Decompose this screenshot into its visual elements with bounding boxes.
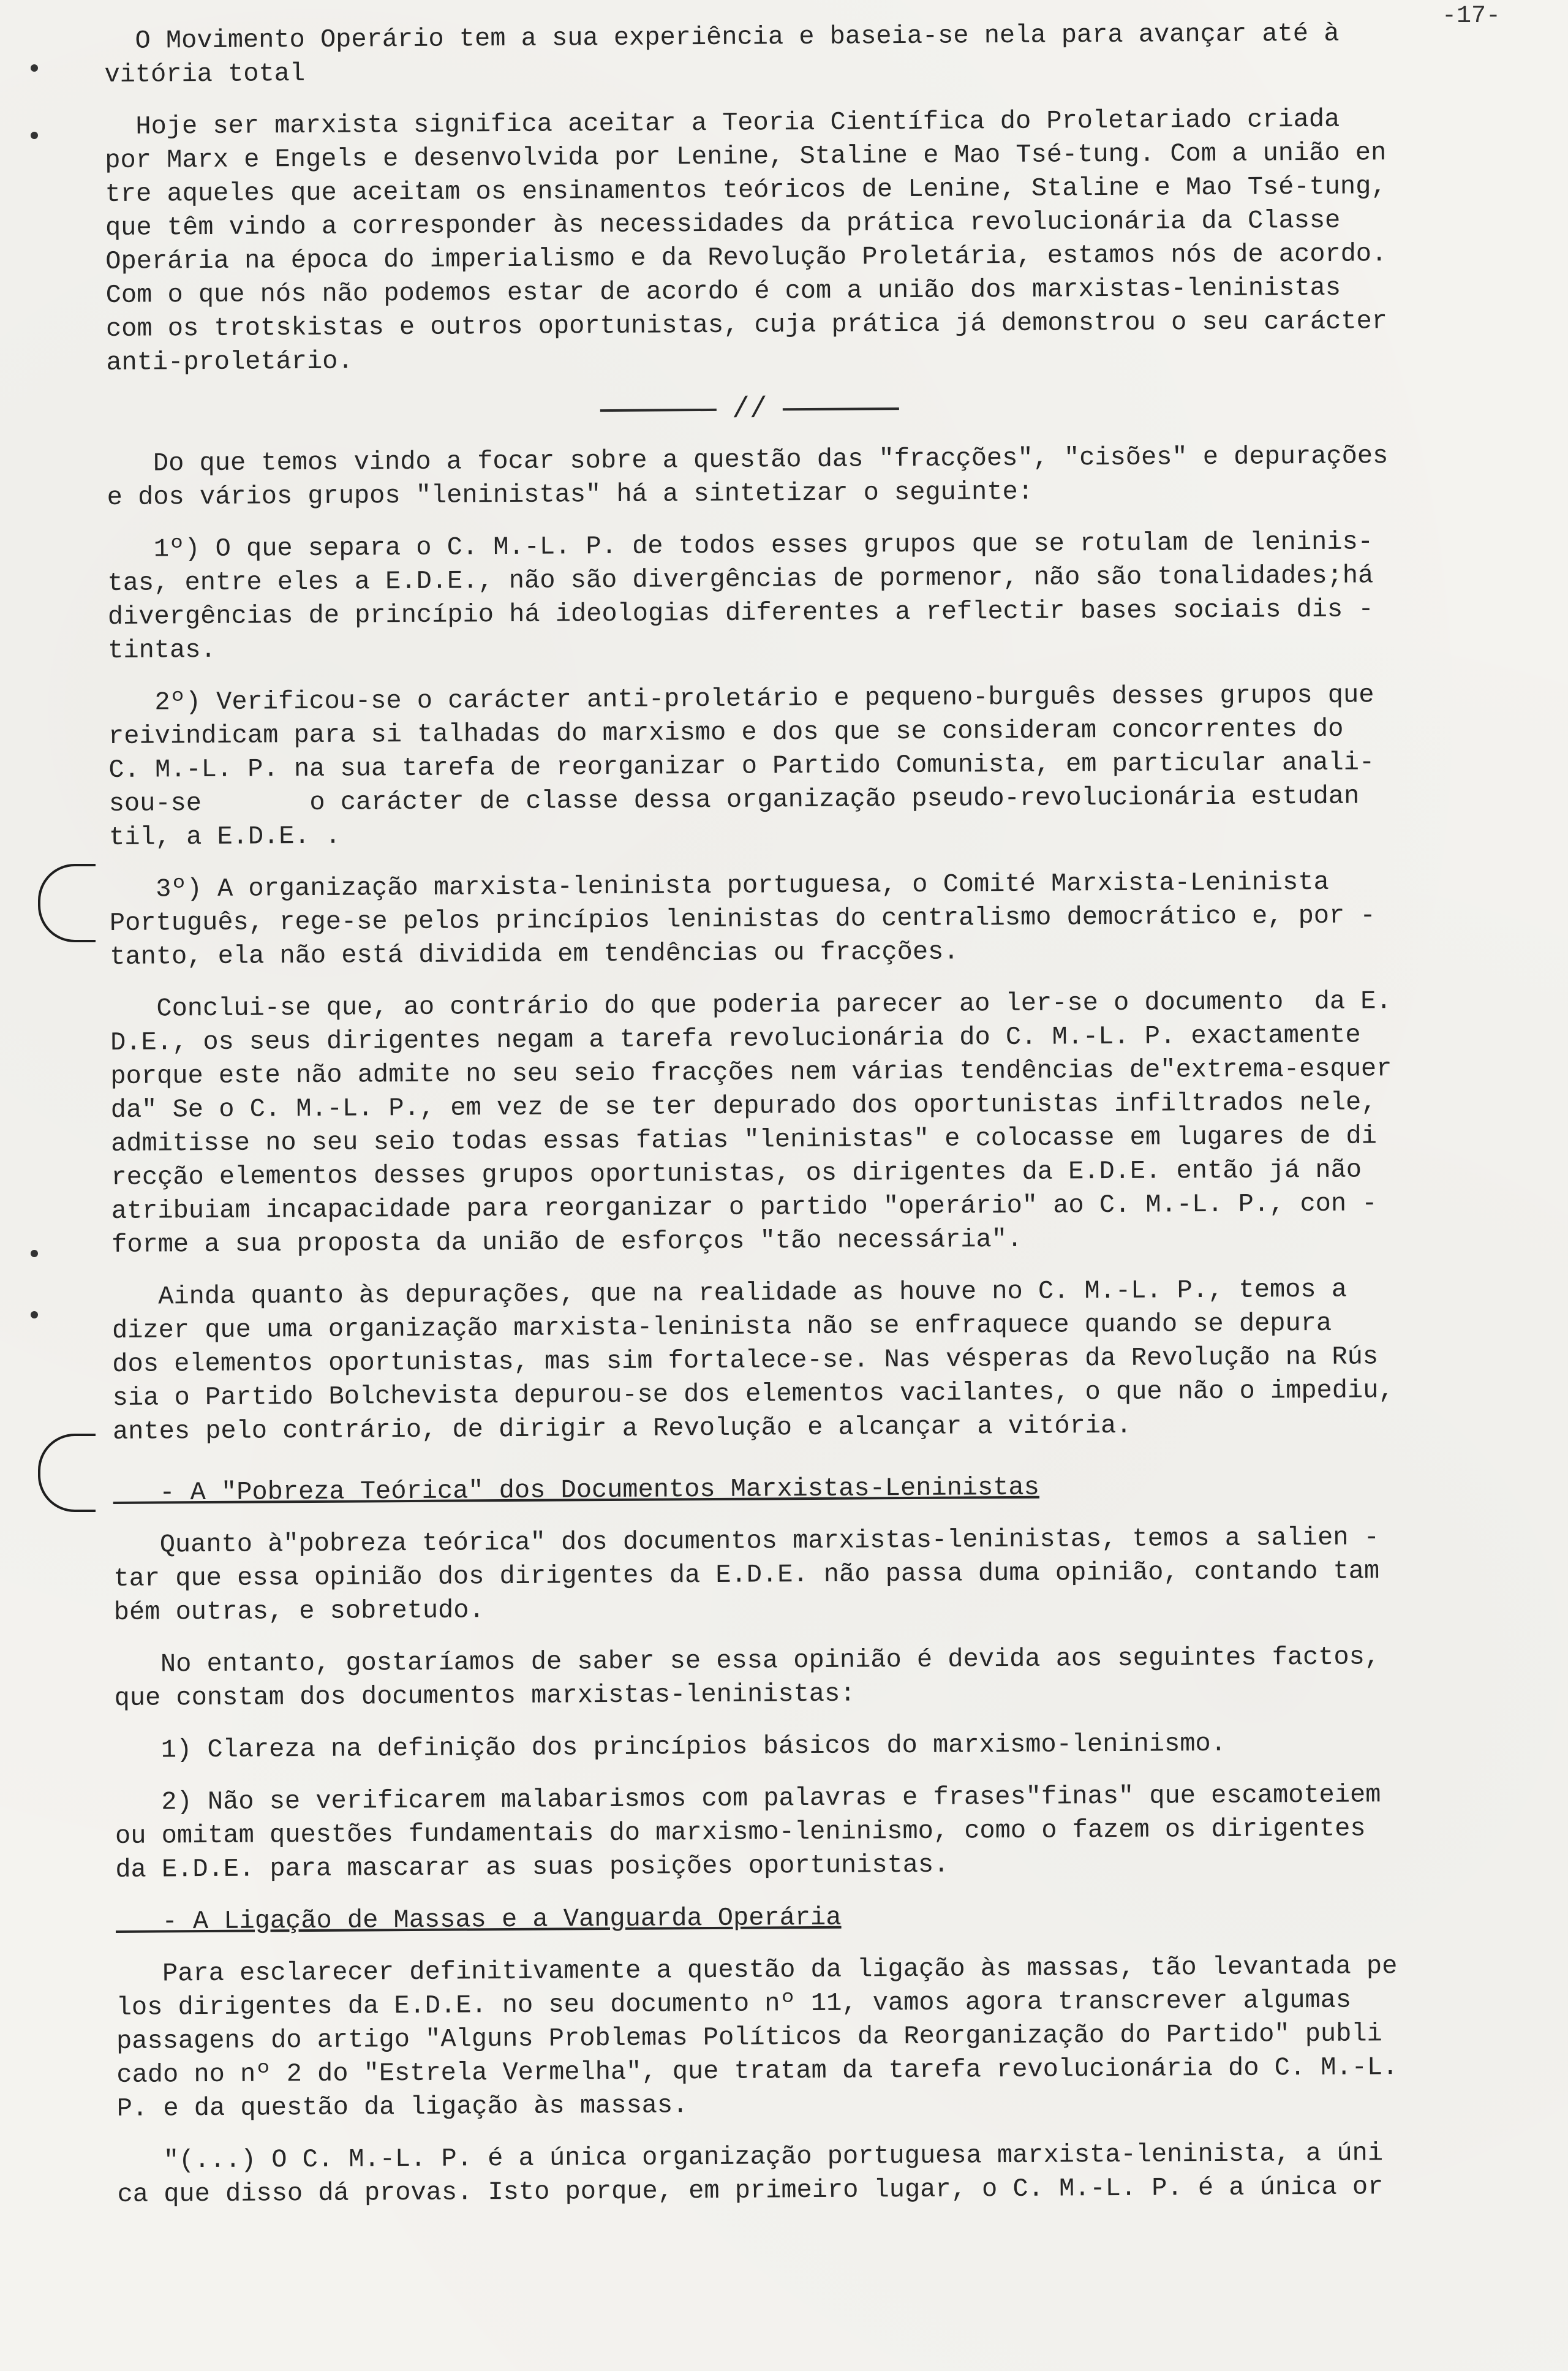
text-line: til, a E.D.E. . — [108, 821, 341, 852]
depuration-paragraph — [112, 1272, 1522, 1449]
punch-mark — [31, 1250, 38, 1257]
punch-mark — [31, 132, 38, 139]
text-line: que têm vindo a corresponder às necessidades da prática revolucionária da Classe — [105, 205, 1341, 243]
text-line: da" Se o C. M.-L. P., em vez de se ter depurado dos oportunistas infiltrados nele, — [110, 1087, 1377, 1125]
binder-hole — [38, 864, 96, 942]
text-line: forme a sua proposta da união de esforços "tão necessária". — [111, 1224, 1023, 1260]
text-line: Português, rege-se pelos princípios leninistas do centralismo democrático e, por - — [109, 901, 1376, 938]
text-line: sia o Partido Bolchevista depurou-se dos elementos vacilantes, o que não o impediu, — [112, 1375, 1394, 1413]
text-line: "(...) O C. M.-L. P. é a única organização portuguesa marxista-leninista, a úni — [117, 2138, 1384, 2176]
text-line: O Movimento Operário tem a sua experiência e baseia-se nela para avançar até à — [104, 18, 1340, 56]
text-line: vitória total — [104, 58, 306, 89]
text-line: los dirigentes da E.D.E. no seu documento nº 11, vamos agora transcrever algumas — [116, 1985, 1352, 2022]
text-line: Com o que nós não podemos estar de acordo é com a união dos marxistas-leninistas — [105, 273, 1341, 310]
text-line: P. e da questão da ligação às massas. — [116, 2090, 688, 2123]
divider-mark: // — [731, 392, 767, 426]
text-line: com os trotskistas e outros oportunistas, cuja prática já demonstrou o seu carácter — [105, 306, 1388, 344]
text-line: tre aqueles que aceitam os ensinamentos teóricos de Lenine, Staline e Mao Tsé-tung, — [105, 172, 1387, 209]
binder-hole — [38, 1434, 96, 1512]
text-line: ca que disso dá provas. Isto porque, em primeiro lugar, o C. M.-L. P. é a única or — [117, 2172, 1384, 2209]
text-line: ou omitam questões fundamentais do marxismo-leninismo, como o fazem os dirigentes — [115, 1813, 1366, 1851]
text-line: Hoje ser marxista significa aceitar a Teoria Científica do Proletariado criada — [104, 104, 1340, 142]
text-line: Quanto à"pobreza teórica" dos documentos marxistas-leninistas, temos a salien - — [113, 1522, 1380, 1560]
punch-mark — [31, 64, 38, 72]
text-line: tintas. — [108, 635, 216, 665]
intro-paragraph — [104, 16, 1515, 380]
punch-mark — [31, 1311, 38, 1318]
summary-paragraph — [107, 439, 1517, 668]
text-line: dos elementos oportunistas, mas sim fortalece-se. Nas vésperas da Revolução na Rús — [112, 1342, 1379, 1379]
text-line: Conclui-se que, ao contrário do que poderia parecer ao ler-se o documento da E. — [110, 986, 1392, 1024]
document-body — [104, 16, 1526, 2212]
text-line: reivindicam para si talhadas do marxismo e dos que se consideram concorrentes do — [108, 714, 1344, 751]
text-line: dizer que uma organização marxista-leninista não se enfraquece quando se depura — [111, 1308, 1332, 1345]
text-line: admitisse no seu seio todas essas fatias "leninistas" e colocasse em lugares de di — [111, 1121, 1378, 1159]
fact-item-1: 1) Clareza na definição dos princípios básicos do marxismo-leninismo. — [115, 1728, 1227, 1765]
section-heading-masses-link: - A Ligação de Massas e a Vanguarda Operária — [115, 1902, 842, 1937]
text-line: por Marx e Engels e desenvolvida por Lenine, Staline e Mao Tsé-tung. Com a união en — [105, 138, 1387, 175]
text-line: 2) Não se verificarem malabarismos com palavras e frases"finas" que escamoteiem — [115, 1780, 1381, 1817]
text-line: tas, entre eles a E.D.E., não são divergências de pormenor, não são tonalidades;há — [107, 561, 1374, 598]
text-line: antes pelo contrário, de dirigir a Revolução e alcançar a vitória. — [112, 1410, 1132, 1446]
fact-item-2 — [115, 1777, 1525, 1887]
binder-holes — [0, 0, 86, 2371]
text-line: divergências de princípio há ideologias diferentes a reflectir bases sociais dis - — [107, 594, 1374, 632]
page-number: -17- — [1441, 2, 1501, 30]
text-line: porque este não admite no seu seio fracções nem várias tendências de"extrema-esquer — [110, 1054, 1392, 1091]
point-2-paragraph — [108, 678, 1518, 855]
text-line: C. M.-L. P. na sua tarefa de reorganizar o Partido Comunista, em particular anali- — [108, 747, 1375, 785]
point-3-paragraph — [109, 864, 1518, 974]
text-line: Operária na época do imperialismo e da Revolução Proletária, estamos nós de acordo. — [105, 239, 1387, 276]
text-line: sou-se o carácter de classe dessa organização pseudo-revolucionária estudan — [108, 781, 1360, 819]
text-line: que constam dos documentos marxistas-leninistas: — [114, 1679, 856, 1713]
text-line: atribuiam incapacidade para reorganizar o partido "operário" ao C. M.-L. P., con - — [111, 1189, 1378, 1226]
text-line: 1º) O que separa o C. M.-L. P. de todos esses grupos que se rotulam de leninis- — [107, 527, 1374, 564]
section-divider — [0, 371, 1515, 448]
text-line: 3º) A organização marxista-leninista portuguesa, o Comité Marxista-Leninista — [109, 867, 1329, 904]
text-line: bém outras, e sobretudo. — [113, 1595, 484, 1627]
text-line: tar que essa opinião dos dirigentes da E.D.E. não passa duma opinião, contando tam — [113, 1556, 1380, 1594]
text-line: No entanto, gostaríamos de saber se essa opinião é devida aos seguintes factos, — [114, 1642, 1381, 1679]
text-line: Do que temos vindo a focar sobre a questão das "fracções", "cisões" e depurações — [107, 441, 1389, 478]
conclusion-paragraph — [110, 984, 1521, 1262]
text-line: e dos vários grupos "leninistas" há a sintetizar o seguinte: — [107, 477, 1034, 512]
poverty-paragraph — [113, 1520, 1523, 1630]
text-line: recção elementos desses grupos oportunistas, os dirigentes da E.D.E. então já não — [111, 1155, 1362, 1192]
text-line: tanto, ela não está dividida em tendências ou fracções. — [110, 937, 959, 972]
text-line: anti-proletário. — [106, 346, 353, 377]
facts-paragraph — [114, 1639, 1523, 1715]
text-line: Ainda quanto às depurações, que na realidade as houve no C. M.-L. P., temos a — [111, 1274, 1348, 1312]
text-line: Para esclarecer definitivamente a questão da ligação às massas, tão levantada pe — [116, 1951, 1398, 1989]
quote-paragraph — [117, 2136, 1526, 2212]
text-line: cado no nº 2 do "Estrela Vermelha", que tratam da tarefa revolucionária do C. M.-L. — [116, 2052, 1398, 2090]
masses-paragraph — [116, 1949, 1526, 2126]
text-line: da E.D.E. para mascarar as suas posições oportunistas. — [115, 1850, 949, 1885]
text-line: passagens do artigo "Alguns Problemas Políticos da Reorganização do Partido" publi — [116, 2019, 1382, 2056]
section-heading-theoretical-poverty: - A "Pobreza Teórica" dos Documentos Marxistas-Leninistas — [113, 1472, 1040, 1508]
text-line: D.E., os seus dirigentes negam a tarefa revolucionária do C. M.-L. P. exactamente — [110, 1020, 1361, 1057]
text-line: 2º) Verificou-se o carácter anti-proletário e pequeno-burguês desses grupos que — [108, 680, 1374, 717]
